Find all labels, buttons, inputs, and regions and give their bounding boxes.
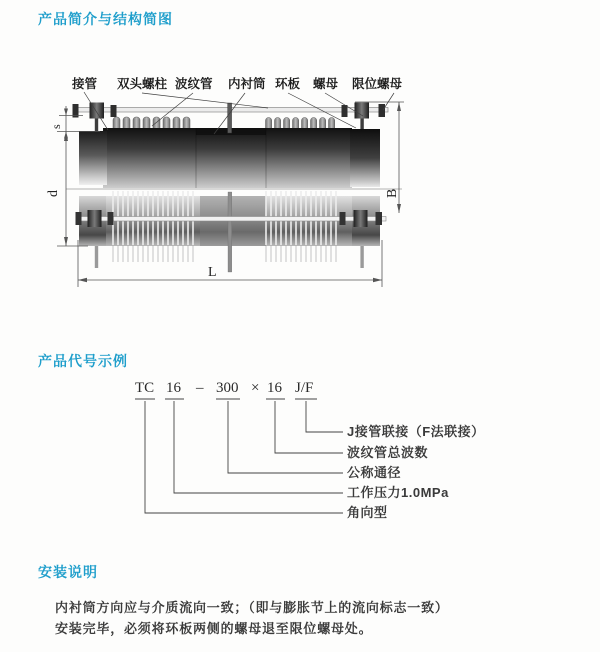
code-token-waves: 16 bbox=[267, 380, 282, 396]
dim-label-d: d bbox=[46, 190, 61, 197]
structure-diagram bbox=[0, 60, 600, 315]
code-token-pressure: 16 bbox=[166, 380, 181, 396]
label-bellows: 波纹管 bbox=[175, 77, 213, 91]
label-nut: 螺母 bbox=[313, 77, 339, 91]
code-token-connection: J/F bbox=[295, 380, 314, 396]
part-labels bbox=[71, 76, 403, 91]
label-inner-liner: 内衬筒 bbox=[228, 77, 266, 91]
code-callout-connection: J接管联接（F法联接） bbox=[347, 424, 485, 439]
dim-label-L: L bbox=[208, 265, 217, 280]
code-token-dash: – bbox=[196, 380, 204, 396]
code-token-times: × bbox=[251, 380, 260, 396]
body-shell bbox=[79, 128, 380, 188]
label-limit-nut: 限位螺母 bbox=[352, 77, 403, 91]
label-connecting-pipe: 接管 bbox=[72, 77, 98, 91]
lower-assembly bbox=[76, 191, 387, 272]
install-line-2: 安装完毕，必须将环板两侧的螺母退至限位螺母处。 bbox=[55, 621, 373, 636]
center-stud-lower bbox=[228, 192, 232, 272]
dim-label-s: s bbox=[49, 124, 63, 129]
section-title-intro: 产品简介与结构简图 bbox=[38, 11, 173, 27]
code-callout-pressure: 工作压力1.0MPa bbox=[347, 485, 449, 500]
section-title-install: 安装说明 bbox=[38, 564, 98, 580]
limit-nut-upper bbox=[379, 104, 386, 117]
code-callout-type: 角向型 bbox=[347, 505, 388, 520]
code-callout-waves: 波纹管总波数 bbox=[347, 445, 429, 460]
install-line-1: 内衬筒方向应与介质流向一致；（即与膨胀节上的流向标志一致） bbox=[55, 600, 449, 615]
label-ring-plate: 环板 bbox=[275, 77, 301, 91]
connecting-pipe-left bbox=[79, 131, 107, 185]
section-title-code: 产品代号示例 bbox=[38, 353, 128, 369]
code-callout-diameter: 公称通径 bbox=[347, 465, 402, 480]
dim-label-B: B bbox=[385, 188, 400, 198]
connecting-pipe-right bbox=[350, 129, 380, 187]
code-token-diameter: 300 bbox=[216, 380, 239, 396]
code-token-type: TC bbox=[135, 380, 155, 396]
label-double-end-stud: 双头螺柱 bbox=[117, 77, 168, 91]
